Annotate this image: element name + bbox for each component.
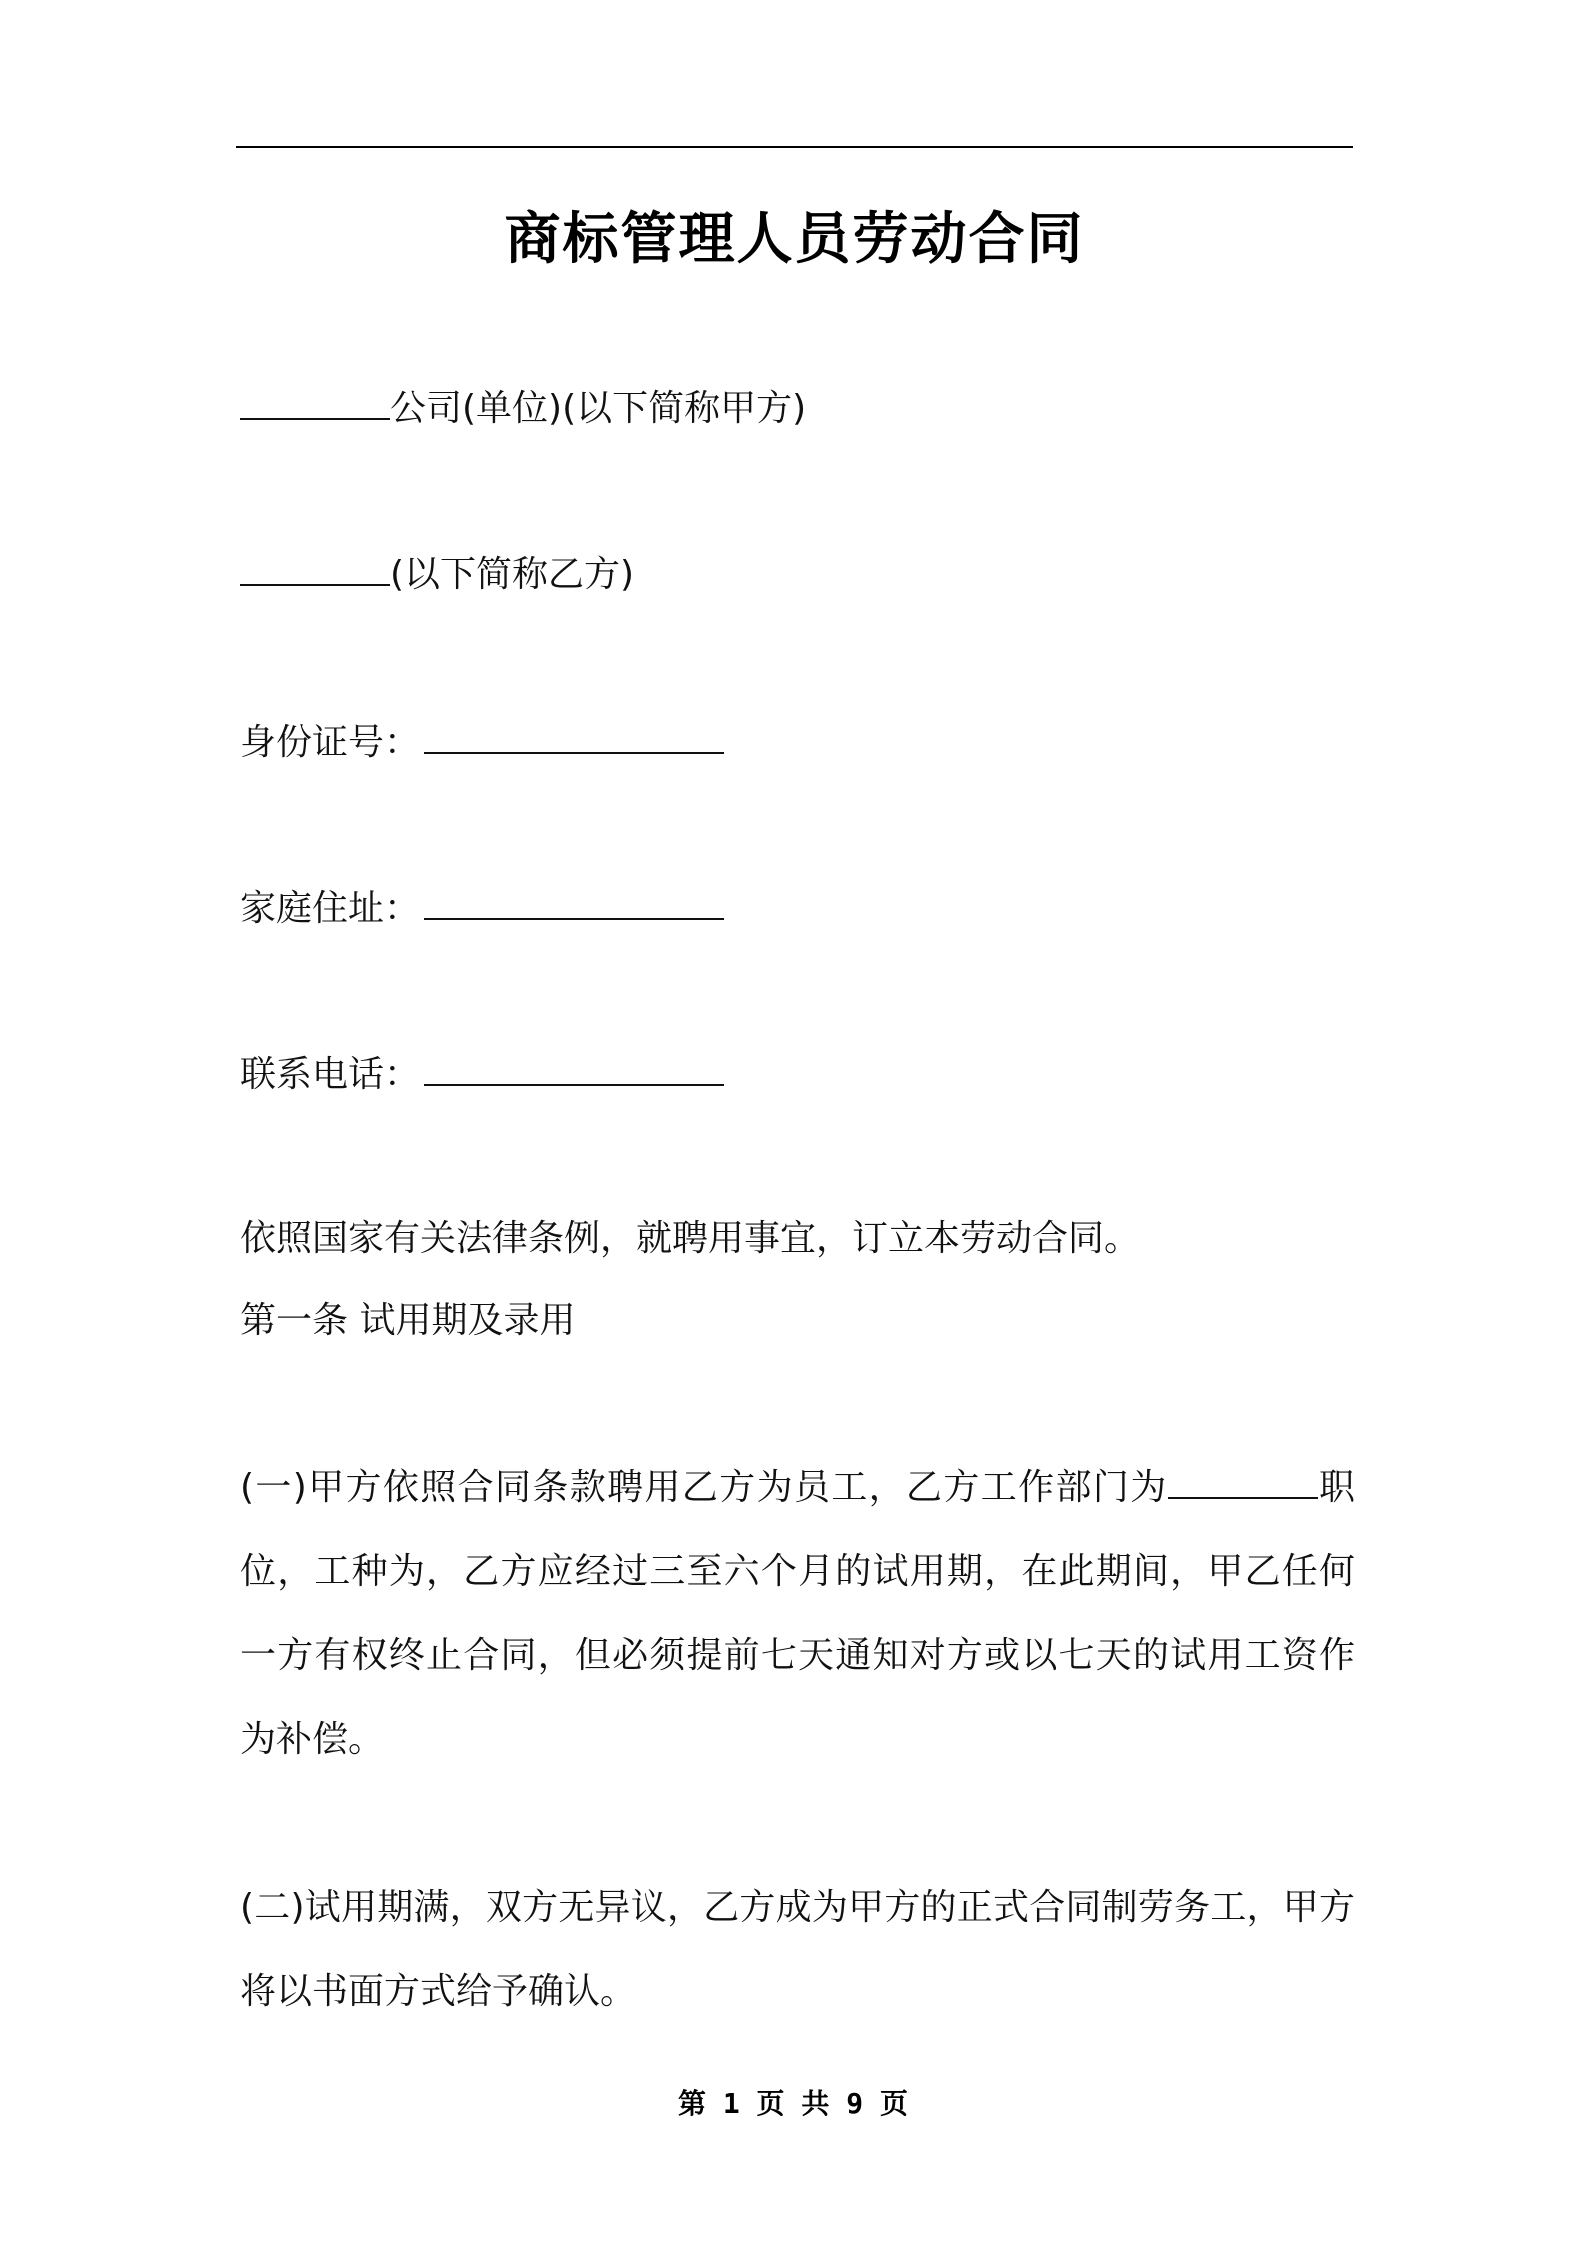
party-a-line	[240, 380, 806, 434]
address-blank	[424, 880, 724, 920]
party-b-blank	[240, 546, 390, 586]
id-number-blank	[424, 714, 724, 754]
intro-text: 依照国家有关法律条例，就聘用事宜，订立本劳动合同。	[240, 1218, 1141, 1259]
header-rule	[236, 146, 1353, 148]
article-1-heading: 第一条 试用期及录用	[240, 1300, 576, 1341]
department-blank	[1168, 1459, 1318, 1499]
phone-label: 联系电话：	[240, 1054, 421, 1095]
address-line	[240, 880, 724, 934]
party-b-label: (以下简称乙方)	[390, 554, 635, 595]
address-label: 家庭住址：	[240, 888, 421, 929]
article-1-clause-2: (二)试用期满，双方无异议，乙方成为甲方的正式合同制劳务工，甲方将以书面方式给予确认。	[240, 1887, 1355, 2012]
document-title: 商标管理人员劳动合同	[504, 207, 1085, 272]
party-b-line	[240, 546, 634, 600]
party-a-label: 公司(单位)(以下简称甲方)	[390, 388, 807, 429]
party-a-blank	[240, 380, 390, 420]
phone-blank	[424, 1046, 724, 1086]
clause-1-text-b: 职位，工种为，乙方应经过三至六个月的试用期，在此期间，甲乙任何一方有权终止合同，但必须提前七天通知对方或以七天的试用工资作为补偿。	[240, 1467, 1355, 1760]
id-number-line	[240, 714, 724, 768]
phone-line	[240, 1046, 724, 1100]
id-number-label: 身份证号：	[240, 722, 421, 763]
article-1-clause-1	[240, 1446, 1355, 1782]
page-footer: 第 1 页 共 9 页	[677, 2087, 908, 2120]
clause-1-text-a: (一)甲方依照合同条款聘用乙方为员工，乙方工作部门为	[240, 1467, 1168, 1508]
